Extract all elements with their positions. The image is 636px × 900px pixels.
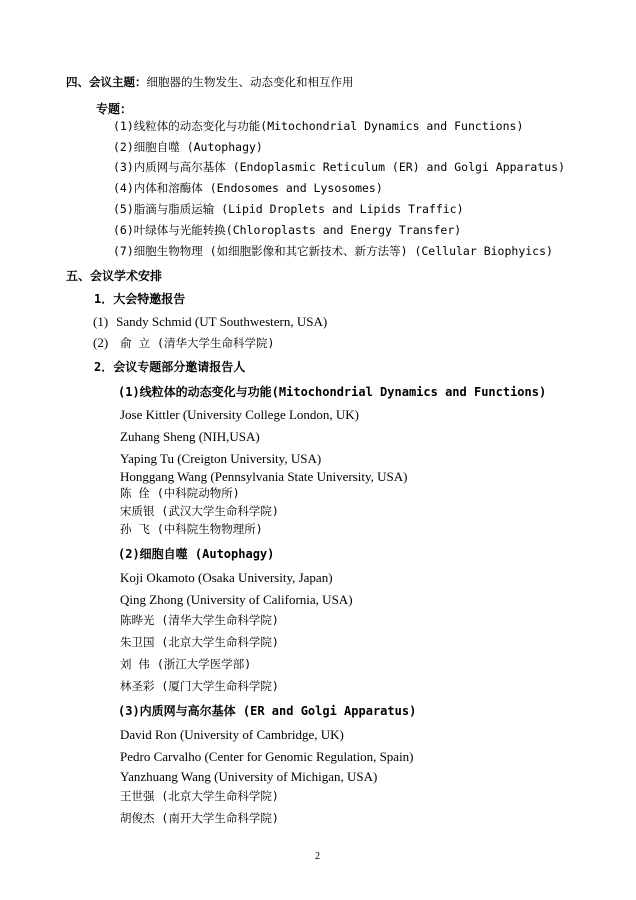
speaker-item: 陈 佺 (中科院动物所) [120, 486, 240, 500]
topic-item: (4)内体和溶酶体 (Endosomes and Lysosomes) [113, 181, 383, 195]
topics-label: 专题： [96, 102, 133, 116]
speaker-item: 陈晔光 (清华大学生命科学院) [120, 613, 279, 627]
topic-item: (2)细胞自噬 (Autophagy) [113, 140, 263, 154]
speaker-item: Yaping Tu (Creigton University, USA) [120, 451, 322, 466]
plenary-number: (1) [93, 314, 109, 329]
topic-item: (5)脂滴与脂质运输 (Lipid Droplets and Lipids Traffic) [113, 202, 464, 216]
topic-item: (1)线粒体的动态变化与功能(Mitochondrial Dynamics and Functions) [113, 119, 524, 133]
topic-item: (3)内质网与高尔基体 (Endoplasmic Reticulum (ER) and Golgi Apparatus) [113, 160, 566, 174]
topic-item: (6)叶绿体与光能转换(Chloroplasts and Energy Transfer) [113, 223, 462, 237]
plenary-speaker: 俞 立 (清华大学生命科学院) [120, 336, 275, 350]
plenary-heading: 1．大会特邀报告 [94, 292, 186, 306]
plenary-item [93, 336, 274, 350]
group-title: (1)线粒体的动态变化与功能(Mitochondrial Dynamics and Functions) [118, 385, 547, 399]
speaker-item: Koji Okamoto (Osaka University, Japan) [120, 570, 333, 585]
section4-line [66, 77, 354, 89]
speaker-item: 王世强 (北京大学生命科学院) [120, 789, 279, 803]
speaker-item: Yanzhuang Wang (University of Michigan, USA) [120, 769, 378, 784]
speaker-item: David Ron (University of Cambridge, UK) [120, 727, 344, 742]
group-title: (2)细胞自噬 (Autophagy) [118, 547, 275, 561]
page-number: 2 [315, 851, 320, 862]
plenary-number: (2) [93, 335, 109, 350]
speaker-item: 宋质银 (武汉大学生命科学院) [120, 504, 279, 518]
speaker-item: 胡俊杰 (南开大学生命科学院) [120, 811, 279, 825]
speaker-item: Pedro Carvalho (Center for Genomic Regulation, Spain) [120, 749, 414, 764]
group-title: (3)内质网与高尔基体 (ER and Golgi Apparatus) [118, 704, 417, 718]
plenary-speaker: Sandy Schmid (UT Southwestern, USA) [116, 314, 328, 329]
plenary-item [93, 315, 327, 328]
speaker-item: Zuhang Sheng (NIH,USA) [120, 429, 260, 444]
section4-heading: 四、会议主题： [66, 75, 147, 89]
topic-item: (7)细胞生物物理 (如细胞影像和其它新技术、新方法等) (Cellular Biophyics) [113, 244, 553, 258]
speaker-item: 孙 飞 (中科院生物物理所) [120, 522, 263, 536]
speaker-item: Qing Zhong (University of California, USA) [120, 592, 353, 607]
speaker-item: 刘 伟 (浙江大学医学部) [120, 657, 252, 671]
speaker-item: Jose Kittler (University College London, UK) [120, 407, 360, 422]
section5-heading: 五、会议学术安排 [66, 269, 163, 283]
speaker-item: Honggang Wang (Pennsylvania State University, USA) [120, 469, 408, 484]
speaker-item: 林圣彩 (厦门大学生命科学院) [120, 679, 279, 693]
section4-theme: 细胞器的生物发生、动态变化和相互作用 [146, 75, 354, 89]
invited-heading: 2．会议专题部分邀请报告人 [94, 360, 246, 374]
speaker-item: 朱卫国 (北京大学生命科学院) [120, 635, 279, 649]
